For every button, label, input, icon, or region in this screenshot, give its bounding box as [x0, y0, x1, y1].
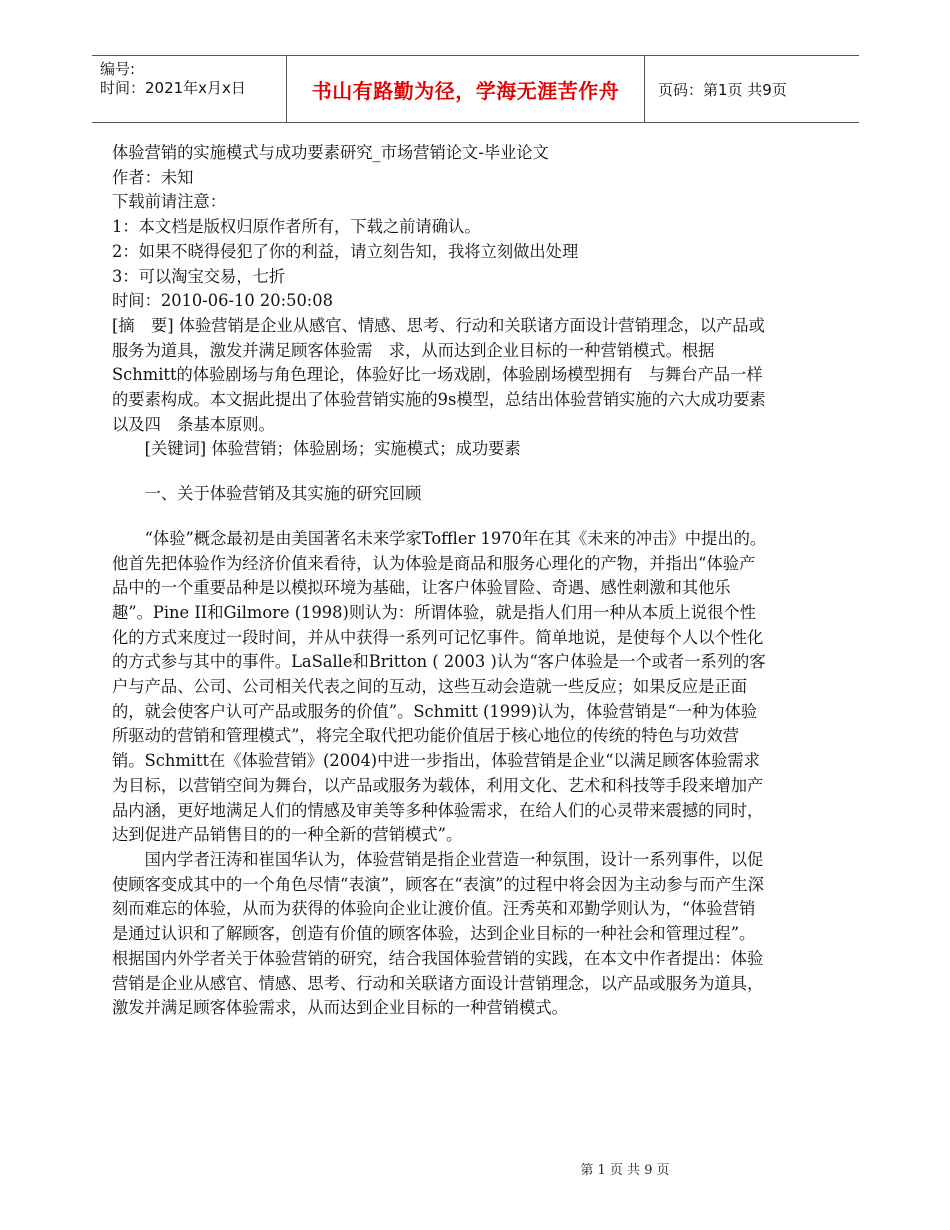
page-header: [92, 55, 859, 123]
author-line: 作者：未知: [112, 167, 194, 187]
notice-item-3: 3：可以淘宝交易，七折: [112, 266, 286, 286]
notice-title: 下载前请注意：: [112, 192, 226, 212]
document-body: [112, 141, 767, 1021]
doc-number-label: 编号:: [100, 60, 136, 78]
body-paragraph-1: “体验”概念最初是由美国著名未来学家Toffler 1970年在其《未来的冲击》中提出的。他首先把体验作为经济价值来看待，认为体验是商品和服务心理化的产物，并指出“体验产品中的一个重要品种是以模拟环境为基础，让客户体验冒险、奇遇、感性刺激和其他乐趣”。Pine II和Gilmore (1998)则认为：所谓体验，就是指人们用一种从本质上说很个性化的方式来度过一段时间，并从中获得一系列可记忆事件。简单地说，是使每个人以个性化的方式参与其中的事件。LaSalle和Britton ( 2003 )认为“客户体验是一个或者一系列的客户与产品、公司、公司相关代表之间的互动，这些互动会造就一些反应；如果反应是正面的，就会使客户认可产品或服务的价值”。Schmitt (1999)认为，体验营销是“一种为体验所驱动的营销和管理模式”，将完全取代把功能价值居于核心地位的传统的特色与功效营销。Schmitt在《体验营销》(2004)中进一步指出，体验营销是企业“以满足顾客体验需求为目标，以营销空间为舞台，以产品或服务为载体，利用文化、艺术和科技等手段来增加产品内涵，更好地满足人们的情感及审美等多种体验需求，在给人们的心灵带来震撼的同时，达到促进产品销售目的的一种全新的营销模式”。: [112, 528, 767, 845]
document-title: 体验营销的实施模式与成功要素研究_市场营销论文-毕业论文: [112, 143, 549, 162]
doc-time-label: 时间：2021年x月x日: [100, 79, 246, 97]
body-paragraph-2: 国内学者汪涛和崔国华认为，体验营销是指企业营造一种氛围，设计一系列事件，以促使顾客变成其中的一个角色尽情“表演”，顾客在“表演”的过程中将会因为主动参与而产生深刻而难忘的体验，从而为获得的体验向企业让渡价值。汪秀英和邓勤学则认为，“体验营销是通过认识和了解顾客，创造有价值的顾客体验，达到企业目标的一种社会和管理过程”。根据国内外学者关于体验营销的研究，结合我国体验营销的实践，在本文中作者提出：体验营销是企业从感官、情感、思考、行动和关联诸方面设计营销理念，以产品或服务为道具，激发并满足顾客体验需求，从而达到企业目标的一种营销模式。: [112, 849, 764, 1018]
page-footer: 第 1 页 共 9 页: [580, 1163, 670, 1178]
keywords-line: [关键词] 体验营销；体验剧场；实施模式；成功要素: [144, 439, 521, 459]
notice-item-1: 1：本文档是版权归原作者所有，下载之前请确认。: [112, 217, 481, 237]
timestamp-line: 时间：2010-06-10 20:50:08: [112, 291, 334, 311]
header-page-info: 页码：第1页 共9页: [658, 80, 787, 99]
notice-item-2: 2：如果不晓得侵犯了你的利益，请立刻告知，我将立刻做出处理: [112, 241, 579, 261]
abstract-paragraph: [摘 要] 体验营销是企业从感官、情感、思考、行动和关联诸方面设计营销理念，以产品或服务为道具，激发并满足顾客体验需 求，从而达到企业目标的一种营销模式。根据Schmitt的体验剧场与角色理论，体验好比一场戏剧，体验剧场模型拥有 与舞台产品一样的要素构成。本文据此提出了体验营销实施的9s模型，总结出体验营销实施的六大成功要素以及四 条基本原则。: [112, 315, 766, 434]
section-heading: 一、关于体验营销及其实施的研究回顾: [144, 484, 422, 504]
header-motto: 书山有路勤为径，学海无涯苦作舟: [286, 56, 645, 122]
header-meta: [92, 56, 286, 122]
